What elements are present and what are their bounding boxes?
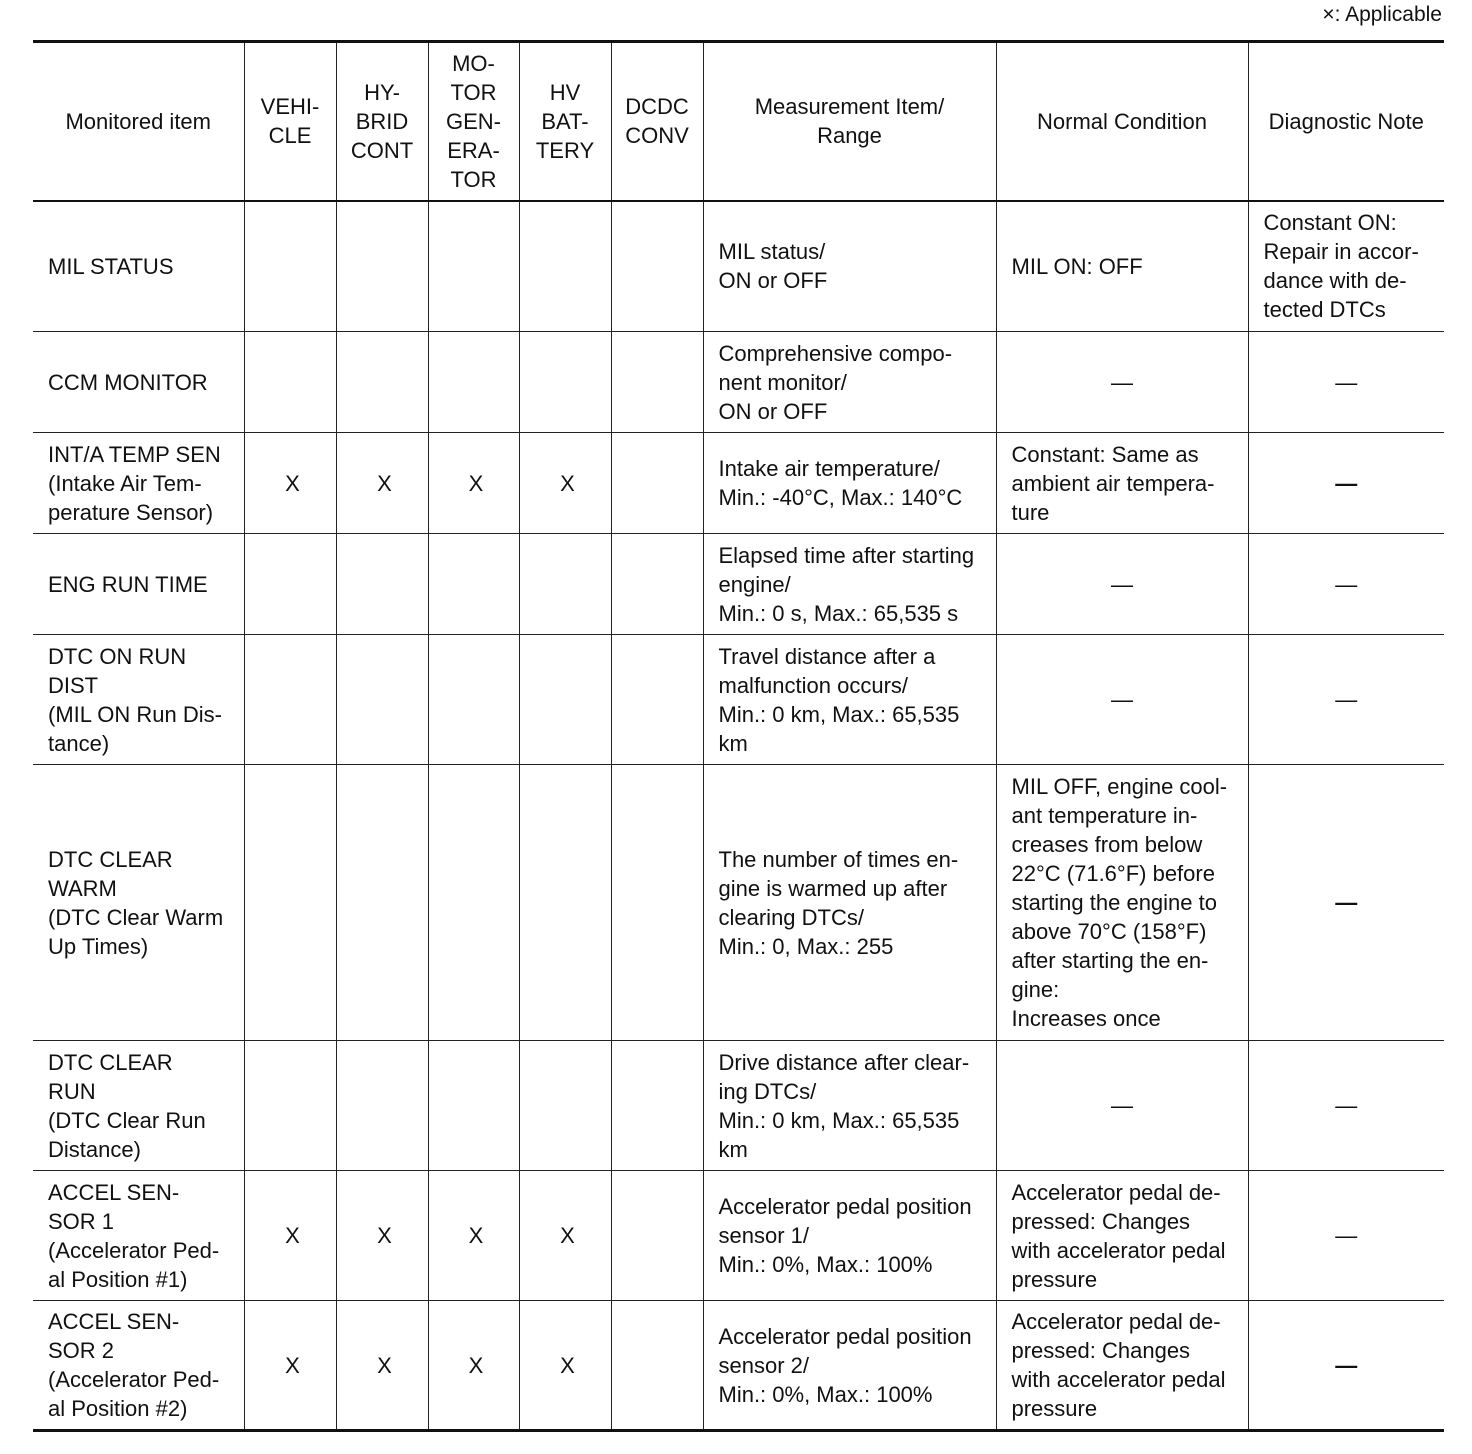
table-row: [33, 1301, 1444, 1431]
cell-measurement: MIL status/ ON or OFF: [703, 201, 996, 332]
cell-measurement: Travel distance after a malfunction occurs/ Min.: 0 km, Max.: 65,535 km: [703, 635, 996, 765]
header-row: [33, 42, 1444, 201]
cell-normal-condition: Constant: Same as ambient air tempera- ture: [996, 433, 1248, 534]
cell-diagnostic-note: Constant ON: Repair in accor- dance with de- tected DTCs: [1248, 201, 1444, 332]
cell-monitored-item: DTC CLEAR RUN (DTC Clear Run Distance): [33, 1041, 244, 1171]
cell-measurement: Comprehensive compo- nent monitor/ ON or OFF: [703, 332, 996, 433]
cell-monitored-item: CCM MONITOR: [33, 332, 244, 433]
cell-hv-battery: [519, 201, 611, 332]
cell-motor-generator: X: [428, 1171, 519, 1301]
cell-hybrid-cont: [336, 201, 428, 332]
cell-dcdc-conv: [611, 534, 703, 635]
header-normal-condition: Normal Condition: [996, 42, 1248, 201]
cell-measurement: Elapsed time after starting engine/ Min.: 0 s, Max.: 65,535 s: [703, 534, 996, 635]
cell-hybrid-cont: X: [336, 433, 428, 534]
cell-motor-generator: [428, 1041, 519, 1171]
cell-dcdc-conv: [611, 1301, 703, 1431]
table-row: [33, 332, 1444, 433]
table-row: [33, 534, 1444, 635]
header-vehicle: VEHI- CLE: [244, 42, 336, 201]
cell-vehicle: [244, 635, 336, 765]
table-row: [33, 201, 1444, 332]
cell-motor-generator: [428, 635, 519, 765]
applicable-legend: ×: Applicable: [1322, 3, 1442, 26]
cell-vehicle: X: [244, 433, 336, 534]
cell-hybrid-cont: [336, 765, 428, 1041]
cell-monitored-item: ACCEL SEN- SOR 1 (Accelerator Ped- al Position #1): [33, 1171, 244, 1301]
cell-dcdc-conv: [611, 433, 703, 534]
cell-dcdc-conv: [611, 765, 703, 1041]
header-measurement: Measurement Item/ Range: [703, 42, 996, 201]
cell-measurement: The number of times en- gine is warmed up after clearing DTCs/ Min.: 0, Max.: 255: [703, 765, 996, 1041]
cell-hybrid-cont: [336, 635, 428, 765]
cell-hv-battery: [519, 765, 611, 1041]
cell-dcdc-conv: [611, 635, 703, 765]
cell-normal-condition: —: [996, 1041, 1248, 1171]
cell-hybrid-cont: [336, 1041, 428, 1171]
cell-motor-generator: [428, 201, 519, 332]
cell-hybrid-cont: X: [336, 1171, 428, 1301]
header-hybrid-cont: HY- BRID CONT: [336, 42, 428, 201]
cell-hv-battery: X: [519, 1171, 611, 1301]
cell-normal-condition: Accelerator pedal de- pressed: Changes with accelerator pedal pressure: [996, 1171, 1248, 1301]
header-diagnostic-note: Diagnostic Note: [1248, 42, 1444, 201]
table-row: [33, 1041, 1444, 1171]
cell-diagnostic-note: —: [1248, 534, 1444, 635]
cell-motor-generator: X: [428, 433, 519, 534]
cell-normal-condition: MIL OFF, engine cool- ant temperature in- creases from below 22°C (71.6°F) before starting the engine to above 70°C (158°F) after starting the en- gine: Increases once: [996, 765, 1248, 1041]
cell-monitored-item: MIL STATUS: [33, 201, 244, 332]
cell-vehicle: X: [244, 1171, 336, 1301]
cell-hybrid-cont: [336, 534, 428, 635]
header-dcdc-conv: DCDC CONV: [611, 42, 703, 201]
cell-hv-battery: [519, 1041, 611, 1171]
cell-monitored-item: ENG RUN TIME: [33, 534, 244, 635]
cell-hv-battery: X: [519, 433, 611, 534]
cell-dcdc-conv: [611, 1171, 703, 1301]
cell-diagnostic-note: —: [1248, 433, 1444, 534]
table-row: [33, 635, 1444, 765]
monitor-table: [33, 40, 1444, 1432]
header-motor-generator: MO- TOR GEN- ERA- TOR: [428, 42, 519, 201]
cell-normal-condition: Accelerator pedal de- pressed: Changes with accelerator pedal pressure: [996, 1301, 1248, 1431]
cell-diagnostic-note: —: [1248, 635, 1444, 765]
header-monitored-item: Monitored item: [33, 42, 244, 201]
cell-diagnostic-note: —: [1248, 1041, 1444, 1171]
cell-normal-condition: —: [996, 635, 1248, 765]
cell-monitored-item: ACCEL SEN- SOR 2 (Accelerator Ped- al Position #2): [33, 1301, 244, 1431]
cell-normal-condition: —: [996, 534, 1248, 635]
cell-hv-battery: X: [519, 1301, 611, 1431]
cell-dcdc-conv: [611, 332, 703, 433]
cell-measurement: Drive distance after clear- ing DTCs/ Min.: 0 km, Max.: 65,535 km: [703, 1041, 996, 1171]
cell-motor-generator: X: [428, 1301, 519, 1431]
cell-hv-battery: [519, 635, 611, 765]
cell-monitored-item: DTC CLEAR WARM (DTC Clear Warm Up Times): [33, 765, 244, 1041]
cell-hv-battery: [519, 332, 611, 433]
cell-diagnostic-note: —: [1248, 1301, 1444, 1431]
cell-motor-generator: [428, 332, 519, 433]
cell-vehicle: [244, 332, 336, 433]
cell-motor-generator: [428, 534, 519, 635]
cell-normal-condition: —: [996, 332, 1248, 433]
cell-monitored-item: DTC ON RUN DIST (MIL ON Run Dis- tance): [33, 635, 244, 765]
cell-dcdc-conv: [611, 201, 703, 332]
cell-hv-battery: [519, 534, 611, 635]
cell-vehicle: [244, 765, 336, 1041]
cell-vehicle: X: [244, 1301, 336, 1431]
table-row: [33, 433, 1444, 534]
cell-vehicle: [244, 1041, 336, 1171]
cell-hybrid-cont: [336, 332, 428, 433]
cell-measurement: Accelerator pedal position sensor 1/ Min.: 0%, Max.: 100%: [703, 1171, 996, 1301]
cell-diagnostic-note: —: [1248, 1171, 1444, 1301]
cell-measurement: Intake air temperature/ Min.: -40°C, Max.: 140°C: [703, 433, 996, 534]
cell-diagnostic-note: —: [1248, 765, 1444, 1041]
table-row: [33, 1171, 1444, 1301]
cell-motor-generator: [428, 765, 519, 1041]
cell-vehicle: [244, 201, 336, 332]
cell-measurement: Accelerator pedal position sensor 2/ Min.: 0%, Max.: 100%: [703, 1301, 996, 1431]
cell-diagnostic-note: —: [1248, 332, 1444, 433]
cell-dcdc-conv: [611, 1041, 703, 1171]
header-hv-battery: HV BAT- TERY: [519, 42, 611, 201]
cell-hybrid-cont: X: [336, 1301, 428, 1431]
cell-vehicle: [244, 534, 336, 635]
table-row: [33, 765, 1444, 1041]
cell-monitored-item: INT/A TEMP SEN (Intake Air Tem- perature Sensor): [33, 433, 244, 534]
cell-normal-condition: MIL ON: OFF: [996, 201, 1248, 332]
